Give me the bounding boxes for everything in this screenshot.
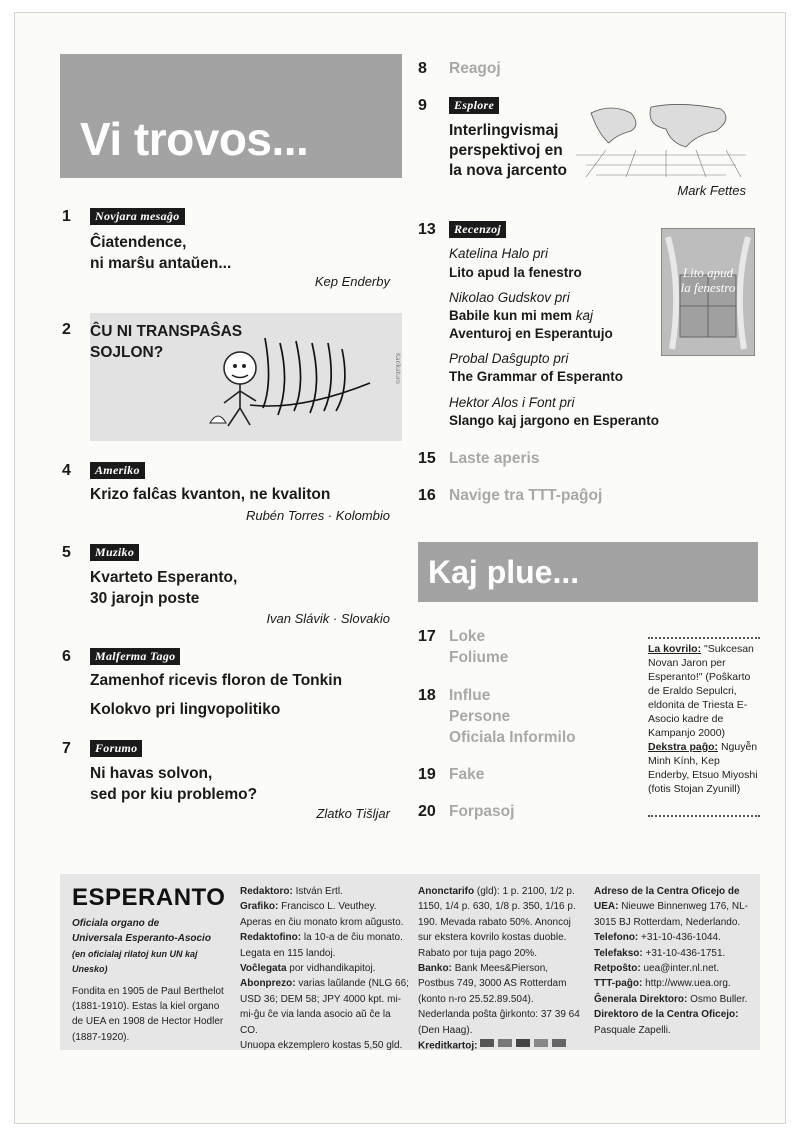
article-author: Kep Enderby — [314, 274, 390, 289]
article-author: Mark Fettes — [677, 183, 746, 198]
masthead-line — [240, 1038, 410, 1053]
divider — [648, 815, 760, 817]
masthead-value[interactable]: http://www.uea.org. — [645, 978, 731, 990]
item-number: 13 — [418, 221, 436, 238]
section-tag[interactable]: Novjara mesaĝo — [90, 208, 185, 225]
cover-label: La kovrilo: — [648, 643, 702, 655]
item-number: 6 — [62, 648, 71, 665]
masthead-subtitle: Universala Esperanto-Asocio — [72, 933, 211, 945]
masthead-value: István Ertl. — [295, 886, 343, 897]
masthead-label: Adreso de la Centra Oficejo de UEA: — [594, 886, 740, 913]
article-title[interactable]: Kvarteto Esperanto, — [90, 569, 238, 586]
masthead-value: (gld): 1 p. 2100, 1/2 p. 1150, 1/4 p. 630, 1/8 p. 350, 1/16 p. 190. Mevada rabato 50%. Anoncoj sur ekstera kovrilo kostas duoble. Rabato por tuja pago 20%. — [418, 886, 576, 959]
masthead-label: Kreditkartoj: — [418, 1040, 478, 1052]
masthead-business — [418, 884, 586, 1054]
item-number: 19 — [418, 766, 436, 783]
item-number: 17 — [418, 628, 436, 645]
article-title[interactable]: Laste aperis — [449, 450, 540, 467]
article-title[interactable]: Oficiala Informilo — [449, 729, 576, 746]
masthead-value: Unuopa ekzemplero kostas 5,50 gld. — [240, 1040, 403, 1052]
masthead-value: la 10-a de ĉiu monato. — [303, 932, 403, 944]
more-banner — [418, 542, 758, 602]
review-author: Probal Daŝgupto pri — [449, 351, 569, 366]
right-page-label: Dekstra paĝo: — [648, 741, 719, 753]
masthead-line — [594, 976, 756, 991]
cover-note — [648, 642, 760, 796]
review-title[interactable]: Aventuroj en Esperantujo — [449, 326, 613, 341]
masthead-subtitle: Oficiala organo de — [72, 918, 160, 929]
article-title[interactable]: Navige tra TTT-paĝoj — [449, 487, 603, 504]
masthead-intro — [72, 916, 232, 1045]
article-title[interactable]: ni marŝu antaŭen... — [90, 255, 232, 272]
article-title[interactable]: SOJLON? — [90, 344, 164, 361]
masthead-line — [240, 930, 410, 945]
article-title[interactable]: Ni havas solvon, — [90, 765, 213, 782]
section-tag[interactable]: Malferma Tago — [90, 648, 180, 665]
section-tag[interactable]: Muziko — [90, 544, 139, 561]
masthead-editorial — [240, 884, 410, 1053]
article-author: Rubén Torres · Kolombio — [245, 508, 390, 523]
masthead-value: Bank Mees&Pierson, Postbus 749, 3000 AS Rotterdam (konto n-ro 25.52.89.504). Nederlanda poŝta ĝirkonto: 37 39 64 (Den Haag). — [418, 963, 580, 1036]
item-number: 20 — [418, 803, 436, 820]
right-page-text: Nguyễn Minh Kính, Kep Enderby, Etsuo Miyoshi (fotis Stojan Zyunill) — [648, 741, 758, 795]
section-title: Kaj plue... — [428, 554, 580, 590]
review-title-conjunction: kaj — [572, 308, 594, 323]
review-title-part: Babile kun mi mem — [449, 308, 573, 323]
masthead-line — [594, 946, 756, 961]
article-title[interactable]: Loke — [449, 628, 486, 645]
review-title[interactable]: Lito apud la fenestro — [449, 265, 582, 280]
review-title[interactable] — [449, 308, 593, 323]
article-title[interactable]: ĈU NI TRANSPAŜAS — [90, 323, 243, 340]
credit-card-icons — [480, 1038, 580, 1053]
masthead-line — [240, 915, 410, 930]
item-number: 9 — [418, 97, 427, 114]
cartoon-credit: Karikaturo — [394, 353, 401, 384]
masthead-label: Ĝenerala Direktoro: — [594, 993, 688, 1005]
cover-text: "Sukcesan Novan Jaron per Esperanto!" (Poŝkarto de Eraldo Sepulcri, eldonita de Triesta E-Asocio kadre de Kampanjo 2000) — [648, 643, 754, 739]
article-title[interactable]: Foliume — [449, 649, 509, 666]
article-title[interactable]: Interlingvismaj — [449, 122, 559, 139]
article-title[interactable]: Persone — [449, 708, 511, 725]
masthead-value: varias laŭlande (NLG 66; USD 36; DEM 58; JPY 4000 kpt. mi-mi-ĝu ĉe via landa asocio aŭ ĉe la CO. — [240, 978, 409, 1036]
masthead-label: Anonctarifo — [418, 886, 475, 897]
masthead — [60, 874, 760, 1050]
masthead-line — [240, 946, 410, 961]
section-tag[interactable]: Ameriko — [90, 462, 145, 479]
article-title[interactable]: sed por kiu problemo? — [90, 786, 258, 803]
masthead-line — [240, 899, 410, 914]
article-title[interactable]: Ĉiatendence, — [90, 234, 187, 251]
article-author: Zlatko Tišljar — [316, 806, 390, 821]
item-number: 2 — [62, 321, 71, 338]
article-title[interactable]: Reagoj — [449, 60, 501, 77]
masthead-value: Osmo Buller. — [690, 993, 748, 1005]
review-title[interactable]: The Grammar of Esperanto — [449, 369, 624, 384]
item-number: 5 — [62, 544, 71, 561]
masthead-line — [418, 884, 586, 961]
masthead-line — [594, 884, 756, 930]
masthead-value: Legata en 115 landoj. — [240, 947, 336, 959]
masthead-value: Nieuwe Binnenweg 176, NL-3015 BJ Rotterdam, Nederlando. — [594, 901, 748, 928]
masthead-line — [594, 961, 756, 976]
review-title[interactable]: Slango kaj jargono en Esperanto — [449, 413, 660, 428]
section-tag[interactable]: Esplore — [449, 97, 499, 114]
masthead-value: +31-10-436-1751. — [645, 947, 726, 959]
masthead-label: TTT-paĝo: — [594, 978, 643, 990]
masthead-line — [594, 1007, 756, 1038]
masthead-label: Redaktoro: — [240, 886, 293, 897]
article-title[interactable]: Zamenhof ricevis floron de Tonkin — [90, 672, 343, 689]
masthead-value: Francisco L. Veuthey. — [281, 901, 377, 913]
article-title[interactable]: perspektivoj en — [449, 142, 563, 159]
review-author: Hektor Alos i Font pri — [449, 395, 575, 410]
article-title[interactable]: Forpasoj — [449, 803, 515, 820]
masthead-label: Retpoŝto: — [594, 963, 641, 975]
review-author: Katelina Halo pri — [449, 246, 549, 261]
masthead-line — [594, 930, 756, 945]
founding-note: Fondita en 1905 de Paul Berthelot (1881-1910). Estas la kiel organo de UEA en 1908 de Hector Hodler (1887-1920). — [72, 985, 224, 1043]
contents-banner — [60, 54, 402, 178]
review-author: Nikolao Gudskov pri — [449, 290, 570, 305]
article-title[interactable]: Fake — [449, 766, 485, 783]
item-number: 4 — [62, 462, 71, 479]
masthead-value: +31-10-436-1044. — [641, 932, 721, 944]
page-title: Vi trovos... — [80, 113, 309, 165]
masthead-line — [240, 961, 410, 976]
magazine-logo: ESPERANTO — [72, 884, 226, 911]
article-title[interactable]: la nova jarcento — [449, 162, 568, 179]
item-number: 1 — [62, 208, 71, 225]
masthead-line — [418, 961, 586, 1038]
item-number: 16 — [418, 487, 436, 504]
section-tag[interactable]: Forumo — [90, 740, 142, 757]
masthead-line — [240, 976, 410, 1038]
masthead-line — [594, 992, 756, 1007]
item-number: 15 — [418, 450, 436, 467]
article-author: Ivan Slávik · Slovakio — [266, 611, 390, 626]
item-number: 18 — [418, 687, 436, 704]
masthead-value: Pasquale Zapelli. — [594, 1024, 671, 1036]
item-number: 8 — [418, 60, 427, 77]
masthead-label: Grafiko: — [240, 901, 279, 913]
divider — [648, 637, 760, 639]
section-tag[interactable]: Recenzoj — [449, 221, 506, 238]
masthead-label: Direktoro de la Centra Oficejo: — [594, 1009, 739, 1021]
masthead-label: Banko: — [418, 963, 452, 975]
book-cover-image — [661, 228, 755, 356]
article-title[interactable]: Influe — [449, 687, 491, 704]
masthead-label: Voĉlegata — [240, 963, 287, 975]
world-map-illustration — [576, 95, 746, 177]
item-number: 7 — [62, 740, 71, 757]
article-title[interactable]: 30 jarojn poste — [90, 590, 200, 607]
masthead-value: por vidhandikapitoj. — [289, 963, 376, 975]
article-title[interactable]: Kolokvo pri lingvopolitiko — [90, 701, 281, 718]
masthead-value[interactable]: uea@inter.nl.net. — [643, 963, 720, 975]
masthead-label: Abonprezo: — [240, 978, 296, 990]
masthead-label: Telefakso: — [594, 947, 643, 959]
masthead-label: Telefono: — [594, 932, 639, 944]
masthead-contact — [594, 884, 756, 1038]
masthead-line — [240, 884, 410, 899]
article-title[interactable]: Krizo falĉas kvanton, ne kvaliton — [90, 486, 331, 503]
masthead-label: Redaktofino: — [240, 932, 302, 944]
masthead-subtitle: (en oficialaj rilatoj kun UN kaj Unesko) — [72, 948, 198, 975]
book-title-line: la fenestro — [680, 280, 736, 295]
book-title-line: Lito apud — [682, 265, 734, 280]
masthead-value: Aperas en ĉiu monato krom aŭgusto. — [240, 916, 404, 928]
masthead-line — [418, 1038, 586, 1054]
